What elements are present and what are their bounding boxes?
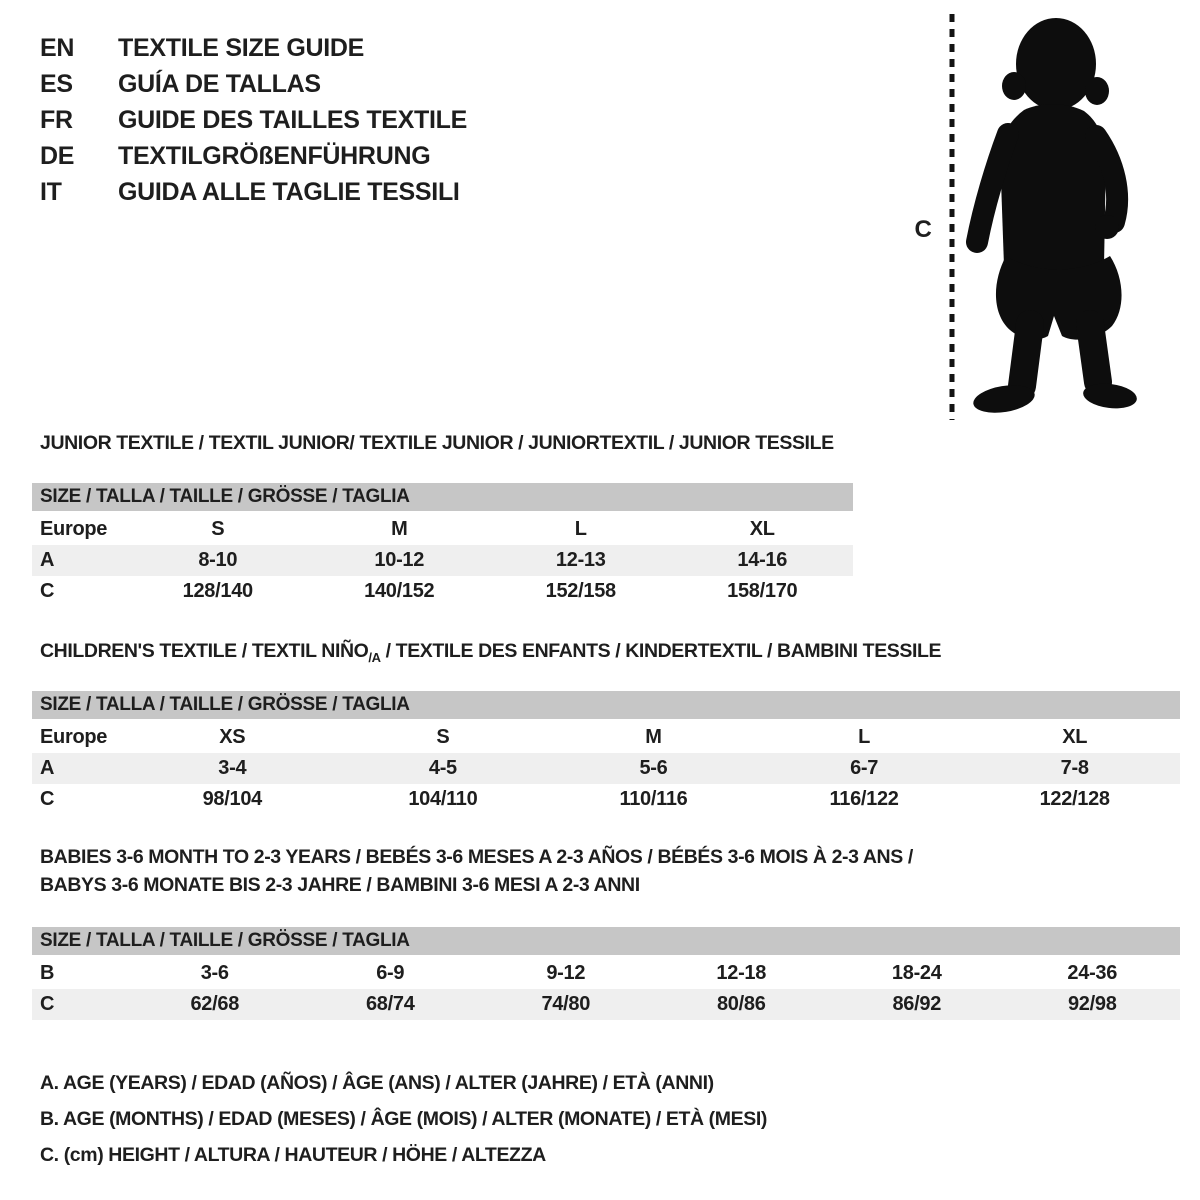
guide-title: TEXTILE SIZE GUIDE [118, 33, 365, 62]
row-label: B [40, 962, 55, 984]
size-cell: 14-16 [737, 549, 788, 571]
guide-title: GUÍA DE TALLAS [118, 69, 321, 98]
height-measure-label: C [914, 216, 932, 243]
junior-section-title: JUNIOR TEXTILE / TEXTIL JUNIOR/ TEXTILE JUNIOR / JUNIORTEXTIL / JUNIOR TESSILE [40, 432, 834, 454]
size-cell: 128/140 [182, 580, 253, 602]
language-row [40, 30, 467, 66]
language-row [40, 66, 467, 102]
size-cell: M [645, 726, 662, 748]
guide-title: GUIDA ALLE TAGLIE TESSILI [118, 177, 460, 206]
size-cell: 86/92 [892, 993, 942, 1015]
size-table-header: SIZE / TALLA / TAILLE / GRÖSSE / TAGLIA [32, 483, 853, 511]
table-row [32, 514, 853, 545]
size-cell: 80/86 [716, 993, 766, 1015]
babies-size-table [32, 927, 1180, 1020]
size-cell: 24-36 [1067, 962, 1118, 984]
language-code: IT [40, 177, 62, 206]
junior-size-table [32, 483, 853, 607]
row-label: Europe [40, 518, 108, 540]
legend-line-c: C. (cm) HEIGHT / ALTURA / HAUTEUR / HÖHE / ALTEZZA [40, 1144, 546, 1166]
language-code: DE [40, 141, 75, 170]
size-cell: XS [219, 726, 246, 748]
size-cell: 68/74 [365, 993, 415, 1015]
size-cell: XL [749, 518, 775, 540]
language-row [40, 102, 467, 138]
size-cell: 10-12 [374, 549, 425, 571]
size-cell: 140/152 [364, 580, 435, 602]
size-cell: 5-6 [639, 757, 668, 779]
table-row [32, 753, 1180, 784]
size-cell: XL [1062, 726, 1088, 748]
children-title-prefix: CHILDREN'S TEXTILE / TEXTIL NIÑO [40, 640, 369, 662]
language-code: ES [40, 69, 73, 98]
row-label: A [40, 549, 55, 571]
size-cell: 98/104 [202, 788, 262, 810]
size-cell: L [574, 518, 587, 540]
table-row [32, 545, 853, 576]
language-code: FR [40, 105, 73, 134]
size-cell: 110/116 [619, 788, 688, 810]
size-cell: 9-12 [546, 962, 586, 984]
row-label: A [40, 757, 55, 779]
size-cell: 116/122 [829, 788, 899, 810]
children-section-title [40, 640, 941, 669]
table-row [32, 722, 1180, 753]
babies-section-title [40, 843, 913, 899]
size-cell: 12-18 [716, 962, 767, 984]
size-cell: 158/170 [727, 580, 798, 602]
row-label: C [40, 580, 55, 602]
size-cell: 3-4 [218, 757, 247, 779]
legend-line-a: A. AGE (YEARS) / EDAD (AÑOS) / ÂGE (ANS) / ALTER (JAHRE) / ETÀ (ANNI) [40, 1072, 714, 1094]
size-cell: M [391, 518, 408, 540]
size-cell: S [211, 518, 225, 540]
size-cell: 7-8 [1060, 757, 1089, 779]
language-guide-block [40, 30, 467, 210]
language-row [40, 174, 467, 210]
size-cell: 8-10 [198, 549, 238, 571]
size-table-header: SIZE / TALLA / TAILLE / GRÖSSE / TAGLIA [32, 927, 1180, 955]
height-measure-line [946, 14, 958, 420]
size-cell: 74/80 [541, 993, 591, 1015]
size-table-header: SIZE / TALLA / TAILLE / GRÖSSE / TAGLIA [32, 691, 1180, 719]
babies-title-line1: BABIES 3-6 MONTH TO 2-3 YEARS / BEBÉS 3-6 MESES A 2-3 AÑOS / BÉBÉS 3-6 MOIS À 2-3 ANS / [40, 846, 913, 868]
table-row [32, 784, 1180, 815]
language-row [40, 138, 467, 174]
legend-line-b: B. AGE (MONTHS) / EDAD (MESES) / ÂGE (MOIS) / ALTER (MONATE) / ETÀ (MESI) [40, 1108, 767, 1130]
size-cell: 12-13 [555, 549, 606, 571]
size-cell: S [436, 726, 450, 748]
size-cell: 6-7 [850, 757, 879, 779]
toddler-silhouette-icon [964, 16, 1140, 416]
babies-title-line2: BABYS 3-6 MONATE BIS 2-3 JAHRE / BAMBINI 3-6 MESI A 2-3 ANNI [40, 874, 640, 896]
guide-title: TEXTILGRÖßENFÜHRUNG [118, 141, 431, 170]
size-cell: 6-9 [376, 962, 405, 984]
size-cell: 92/98 [1067, 993, 1117, 1015]
size-cell: 4-5 [428, 757, 457, 779]
size-cell: 62/68 [190, 993, 240, 1015]
guide-title: GUIDE DES TAILLES TEXTILE [118, 105, 468, 134]
language-code: EN [40, 33, 75, 62]
size-cell: 104/110 [408, 788, 478, 810]
table-row [32, 989, 1180, 1020]
legend [40, 1065, 767, 1173]
row-label: C [40, 993, 55, 1015]
row-label: Europe [40, 726, 108, 748]
children-size-table [32, 691, 1180, 815]
size-cell: L [858, 726, 871, 748]
size-cell: 18-24 [891, 962, 942, 984]
size-cell: 3-6 [200, 962, 229, 984]
table-row [32, 958, 1180, 989]
children-title-sub: /A [368, 649, 381, 665]
children-title-suffix: / TEXTILE DES ENFANTS / KINDERTEXTIL / BAMBINI TESSILE [380, 640, 942, 662]
row-label: C [40, 788, 55, 810]
size-cell: 122/128 [1039, 788, 1110, 810]
table-row [32, 576, 853, 607]
size-cell: 152/158 [545, 580, 616, 602]
